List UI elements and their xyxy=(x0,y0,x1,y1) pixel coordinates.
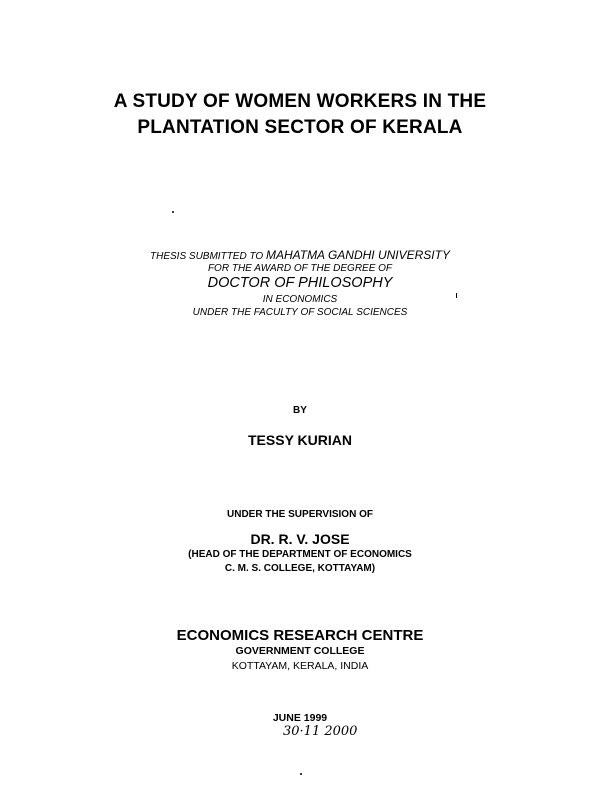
thesis-title-line-1: A STUDY OF WOMEN WORKERS IN THE xyxy=(113,91,487,112)
submission-prefix: THESIS SUBMITTED TO xyxy=(150,251,266,262)
institution-name: ECONOMICS RESEARCH CENTRE xyxy=(176,627,424,644)
submission-date: JUNE 1999 xyxy=(272,712,328,724)
degree-subject: IN ECONOMICS xyxy=(262,294,338,305)
degree-name: DOCTOR OF PHILOSOPHY xyxy=(207,275,393,291)
institution-location: KOTTAYAM, KERALA, INDIA xyxy=(231,660,369,672)
thesis-title-line-2: PLANTATION SECTOR OF KERALA xyxy=(137,117,463,138)
degree-faculty: UNDER THE FACULTY OF SOCIAL SCIENCES xyxy=(192,307,408,318)
supervisor-name: DR. R. V. JOSE xyxy=(250,531,350,547)
scan-speck xyxy=(300,773,302,775)
supervisor-role: (HEAD OF THE DEPARTMENT OF ECONOMICS xyxy=(188,549,412,560)
supervision-label: UNDER THE SUPERVISION OF xyxy=(227,509,373,520)
institution-college: GOVERNMENT COLLEGE xyxy=(235,645,365,657)
handwritten-date-note: 30·11 2000 xyxy=(283,724,358,739)
supervisor-college: C. M. S. COLLEGE, KOTTAYAM) xyxy=(224,563,376,574)
scan-speck xyxy=(456,293,457,298)
submission-line-1 xyxy=(0,248,600,262)
scan-speck xyxy=(172,211,174,213)
author-name: TESSY KURIAN xyxy=(248,432,352,448)
by-label: BY xyxy=(293,405,307,416)
submission-line-2: FOR THE AWARD OF THE DEGREE OF xyxy=(207,263,393,274)
university-name: MAHATMA GANDHI UNIVERSITY xyxy=(265,248,450,262)
